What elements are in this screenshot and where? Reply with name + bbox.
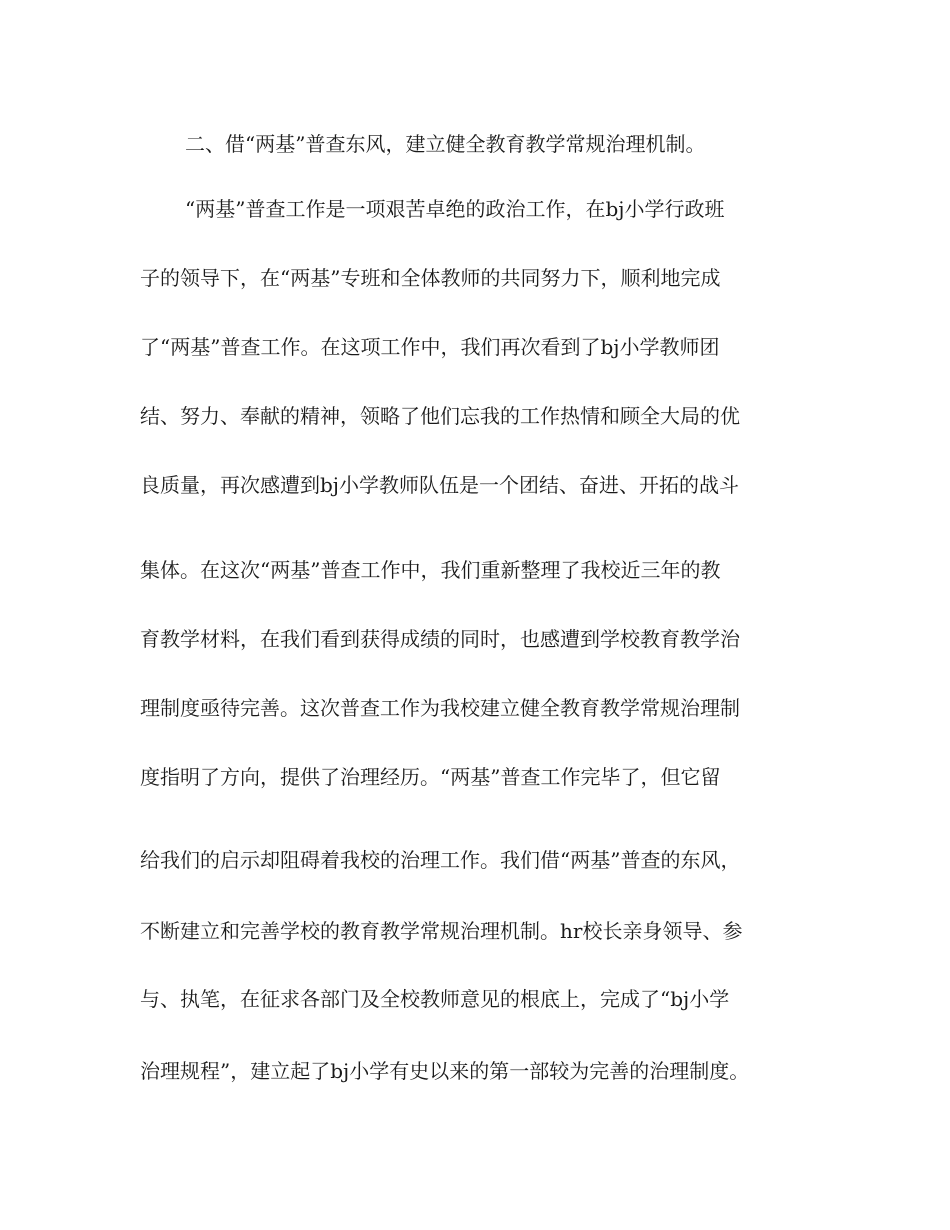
paragraph-line: 集体。在这次“两基”普查工作中，我们重新整理了我校近三年的教 — [140, 558, 721, 582]
paragraph-line: 结、努力、奉献的精神，领略了他们忘我的工作热情和顾全大局的优 — [140, 404, 740, 428]
paragraph-line: 治理规程”，建立起了bj小学有史以来的第一部较为完善的治理制度。 — [140, 1059, 750, 1083]
paragraph-line: “两基”普查工作是一项艰苦卓绝的政治工作，在bj小学行政班 — [185, 197, 725, 221]
paragraph-line: 良质量，再次感遭到bj小学教师队伍是一个团结、奋进、开拓的战斗 — [140, 473, 740, 497]
paragraph-line: 子的领导下，在“两基”专班和全体教师的共同努力下，顺利地完成 — [140, 266, 721, 290]
paragraph-line: 与、执笔，在征求各部门及全校教师意见的根底上，完成了“bj小学 — [140, 987, 730, 1011]
paragraph-line: 了“两基”普查工作。在这项工作中，我们再次看到了bj小学教师团 — [140, 335, 720, 359]
section-heading: 二、借“两基”普查东风，建立健全教育教学常规治理机制。 — [185, 132, 706, 156]
paragraph-line: 理制度亟待完善。这次普查工作为我校建立健全教育教学常规治理制 — [140, 696, 740, 720]
paragraph-line: 给我们的启示却阻碍着我校的治理工作。我们借“两基”普查的东风， — [140, 848, 741, 872]
paragraph-line: 度指明了方向，提供了治理经历。“两基”普查工作完毕了，但它留 — [140, 765, 721, 789]
paragraph-line: 育教学材料，在我们看到获得成绩的同时，也感遭到学校教育教学治 — [140, 627, 740, 651]
paragraph-line: 不断建立和完善学校的教育教学常规治理机制。hr校长亲身领导、参 — [140, 919, 743, 943]
